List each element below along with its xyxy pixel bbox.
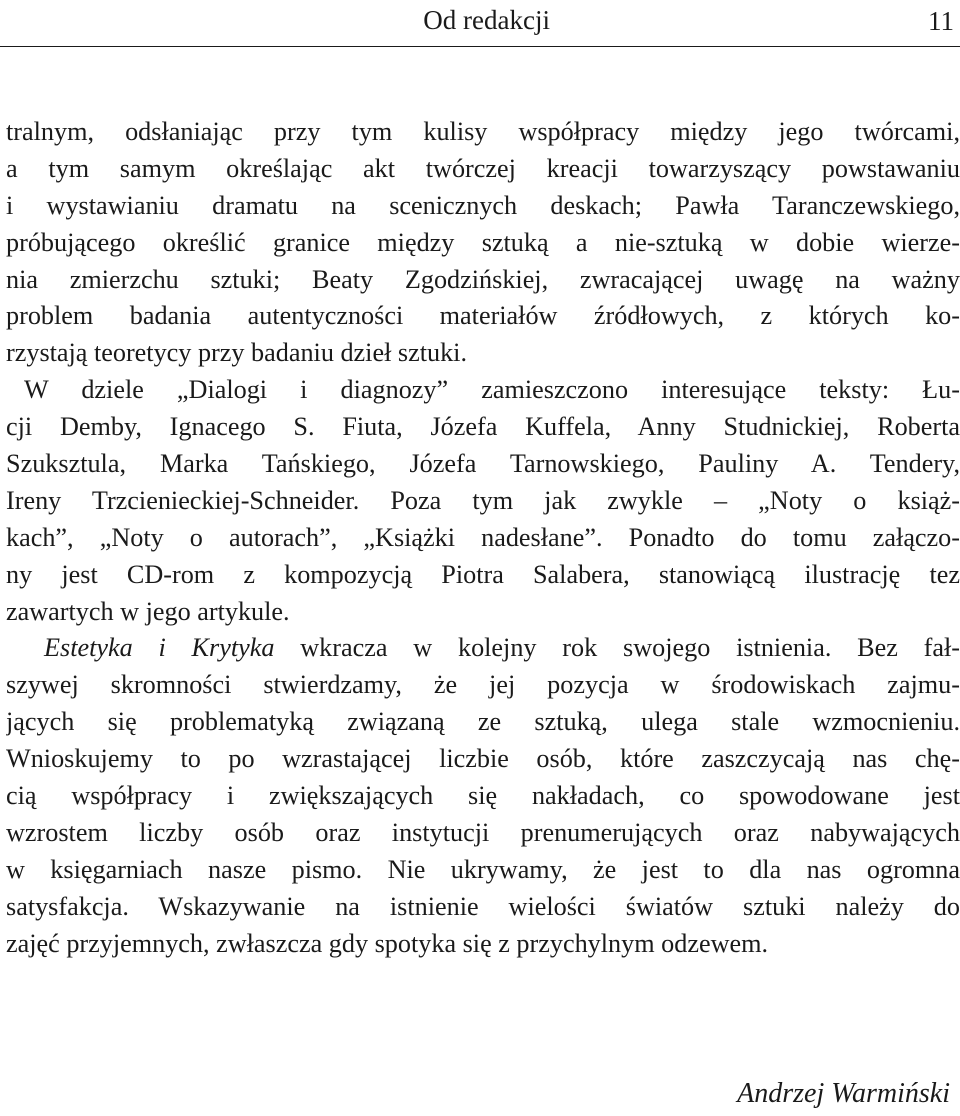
running-title: Od redakcji — [423, 5, 550, 35]
author-signature: Andrzej Warmiński — [737, 1078, 950, 1109]
text-line: tralnym, odsłaniając przy tym kulisy współpracy między jego twórcami, — [6, 117, 960, 146]
text-line: Ireny Trzcienieckiej-Schneider. Poza tym jak zwykle – „Noty o książ- — [6, 485, 960, 515]
text-line-rest: wkracza w kolejny rok swojego istnienia. Bez fał- — [274, 633, 960, 663]
page-header — [0, 0, 960, 47]
text-line: próbującego określić granice między sztuką a nie-sztuką w dobie wierze- — [6, 227, 960, 257]
text-line: wzrostem liczby osób oraz instytucji prenumerujących oraz nabywających — [6, 817, 960, 847]
text-line: rzystają teoretycy przy badaniu dzieł sztuki. — [6, 338, 468, 368]
text-line: satysfakcja. Wskazywanie na istnienie wielości światów sztuki należy do — [6, 891, 960, 921]
text-line: problem badania autentyczności materiałów źródłowych, z których ko- — [6, 301, 960, 331]
text-line: a tym samym określając akt twórczej kreacji towarzyszący powstawaniu — [6, 153, 960, 183]
text-line: w księgarniach nasze pismo. Nie ukrywamy, że jest to dla nas ogromna — [6, 854, 960, 884]
text-line: Wnioskujemy to po wzrastającej liczbie osób, które zaszczycają nas chę- — [6, 744, 960, 774]
text-line: zajęć przyjemnych, zwłaszcza gdy spotyka się z przychylnym odzewem. — [6, 928, 769, 958]
text-line: ny jest CD-rom z kompozycją Piotra Salabera, stanowiącą ilustrację tez — [6, 559, 960, 589]
text-line: jących się problematyką związaną ze sztuką, ulega stale wzmocnieniu. — [6, 707, 960, 737]
text-line: nia zmierzchu sztuki; Beaty Zgodzińskiej, zwracającej uwagę na ważny — [6, 264, 960, 294]
text-line: kach”, „Noty o autorach”, „Książki nadesłane”. Ponadto do tomu załączo- — [6, 522, 960, 552]
text-line-paragraph-start — [6, 630, 960, 667]
text-line: i wystawianiu dramatu na scenicznych deskach; Pawła Taranczewskiego, — [6, 190, 960, 220]
text-line: W dziele „Dialogi i diagnozy” zamieszczono interesujące teksty: Łu- — [24, 375, 960, 405]
page-number: 11 — [928, 6, 954, 36]
body-text — [6, 114, 960, 962]
journal-title: Estetyka i Krytyka — [44, 633, 275, 663]
text-line: szywej skromności stwierdzamy, że jej pozycja w środowiskach zajmu- — [6, 670, 960, 700]
text-line: Szuksztula, Marka Tańskiego, Józefa Tarnowskiego, Pauliny A. Tendery, — [6, 449, 960, 479]
text-line: zawartych w jego artykule. — [6, 596, 290, 626]
text-line: cią współpracy i zwiększających się nakładach, co spowodowane jest — [6, 781, 960, 811]
text-line: cji Demby, Ignacego S. Fiuta, Józefa Kuffela, Anny Studnickiej, Roberta — [6, 412, 960, 442]
